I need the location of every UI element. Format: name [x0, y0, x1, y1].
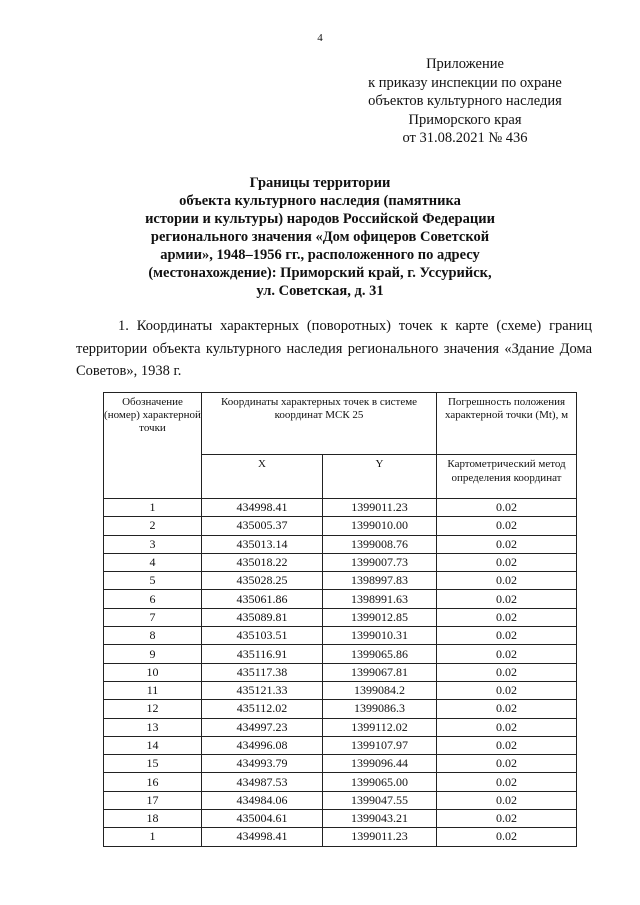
table-row	[104, 645, 577, 663]
cell-point: 15	[104, 755, 202, 773]
cell-y: 1399084.2	[323, 681, 437, 699]
cell-y: 1399065.86	[323, 645, 437, 663]
cell-accuracy: 0.02	[437, 700, 577, 718]
title-line: Границы территории	[249, 175, 391, 191]
table-row	[104, 773, 577, 791]
cell-x: 435116.91	[202, 645, 323, 663]
cell-accuracy: 0.02	[437, 736, 577, 754]
table-row	[104, 535, 577, 553]
cell-x: 435061.86	[202, 590, 323, 608]
table-row	[104, 517, 577, 535]
page-number: 4	[317, 32, 323, 44]
cell-point: 10	[104, 663, 202, 681]
cell-x: 435004.61	[202, 810, 323, 828]
cell-x: 434987.53	[202, 773, 323, 791]
table-row	[104, 681, 577, 699]
approval-line: объектов культурного наследия	[368, 93, 562, 109]
header-accuracy: Погрешность положения характерной точки (Mt), м	[437, 393, 577, 455]
cell-point: 9	[104, 645, 202, 663]
title-line: (местонахождение): Приморский край, г. Уссурийск,	[148, 265, 492, 281]
cell-point: 6	[104, 590, 202, 608]
cell-x: 435103.51	[202, 627, 323, 645]
cell-y: 1399012.85	[323, 608, 437, 626]
cell-point: 8	[104, 627, 202, 645]
cell-y: 1399010.00	[323, 517, 437, 535]
cell-point: 5	[104, 572, 202, 590]
cell-x: 435005.37	[202, 517, 323, 535]
intro-paragraph: 1. Координаты характерных (поворотных) точек к карте (схеме) границ территории объекта культурного наследия регионального значения «Здание Дома Советов», 1938 г.	[76, 318, 592, 379]
header-coords: Координаты характерных точек в системе координат МСК 25	[202, 393, 437, 455]
header-method: Картометрический метод определения координат	[437, 455, 577, 499]
table-row	[104, 553, 577, 571]
cell-y: 1399011.23	[323, 828, 437, 846]
cell-accuracy: 0.02	[437, 572, 577, 590]
cell-x: 435013.14	[202, 535, 323, 553]
cell-point: 11	[104, 681, 202, 699]
table-row	[104, 499, 577, 517]
cell-point: 12	[104, 700, 202, 718]
cell-point: 1	[104, 499, 202, 517]
document-title	[120, 174, 520, 300]
cell-accuracy: 0.02	[437, 718, 577, 736]
cell-x: 435117.38	[202, 663, 323, 681]
cell-x: 435121.33	[202, 681, 323, 699]
cell-y: 1399043.21	[323, 810, 437, 828]
table-row	[104, 755, 577, 773]
header-y: Y	[323, 455, 437, 499]
cell-accuracy: 0.02	[437, 755, 577, 773]
cell-accuracy: 0.02	[437, 553, 577, 571]
approval-line: Приморского края	[408, 111, 522, 128]
cell-accuracy: 0.02	[437, 608, 577, 626]
title-line: армии», 1948–1956 гг., расположенного по адресу	[160, 247, 480, 263]
cell-point: 13	[104, 718, 202, 736]
cell-accuracy: 0.02	[437, 791, 577, 809]
cell-accuracy: 0.02	[437, 810, 577, 828]
table-row	[104, 663, 577, 681]
cell-y: 1399086.3	[323, 700, 437, 718]
cell-point: 14	[104, 736, 202, 754]
cell-accuracy: 0.02	[437, 517, 577, 535]
title-line: истории и культуры) народов Российской Федерации	[145, 211, 495, 227]
cell-accuracy: 0.02	[437, 590, 577, 608]
cell-y: 1398997.83	[323, 572, 437, 590]
cell-accuracy: 0.02	[437, 535, 577, 553]
cell-point: 7	[104, 608, 202, 626]
header-point: Обозначение (номер) характерной точки	[104, 393, 202, 499]
cell-y: 1399112.02	[323, 718, 437, 736]
cell-accuracy: 0.02	[437, 645, 577, 663]
coordinates-table	[103, 392, 577, 847]
cell-y: 1399096.44	[323, 755, 437, 773]
title-line: ул. Советская, д. 31	[256, 283, 384, 299]
cell-y: 1399065.00	[323, 773, 437, 791]
cell-x: 434984.06	[202, 791, 323, 809]
table-row	[104, 590, 577, 608]
title-line: объекта культурного наследия (памятника	[179, 193, 461, 209]
cell-y: 1399007.73	[323, 553, 437, 571]
table-row	[104, 828, 577, 846]
cell-x: 434993.79	[202, 755, 323, 773]
cell-x: 435028.25	[202, 572, 323, 590]
cell-x: 434998.41	[202, 828, 323, 846]
approval-line: к приказу инспекции по охране	[368, 74, 562, 91]
cell-accuracy: 0.02	[437, 773, 577, 791]
table-row	[104, 736, 577, 754]
cell-y: 1399067.81	[323, 663, 437, 681]
table-row	[104, 627, 577, 645]
approval-line: от 31.08.2021 № 436	[402, 130, 528, 146]
cell-y: 1399008.76	[323, 535, 437, 553]
header-x: X	[202, 455, 323, 499]
table-row	[104, 810, 577, 828]
cell-accuracy: 0.02	[437, 681, 577, 699]
table-row	[104, 572, 577, 590]
table-row	[104, 791, 577, 809]
cell-y: 1399047.55	[323, 791, 437, 809]
cell-point: 16	[104, 773, 202, 791]
cell-accuracy: 0.02	[437, 663, 577, 681]
title-line: регионального значения «Дом офицеров Советской	[150, 229, 490, 245]
cell-point: 2	[104, 517, 202, 535]
table-row	[104, 608, 577, 626]
cell-point: 4	[104, 553, 202, 571]
cell-accuracy: 0.02	[437, 828, 577, 846]
cell-accuracy: 0.02	[437, 499, 577, 517]
cell-point: 18	[104, 810, 202, 828]
cell-x: 434996.08	[202, 736, 323, 754]
cell-point: 1	[104, 828, 202, 846]
cell-x: 435018.22	[202, 553, 323, 571]
cell-y: 1399107.97	[323, 736, 437, 754]
cell-point: 17	[104, 791, 202, 809]
table-row	[104, 700, 577, 718]
cell-x: 434997.23	[202, 718, 323, 736]
cell-y: 1399010.31	[323, 627, 437, 645]
table-row	[104, 718, 577, 736]
cell-y: 1398991.63	[323, 590, 437, 608]
cell-point: 3	[104, 535, 202, 553]
cell-x: 434998.41	[202, 499, 323, 517]
cell-y: 1399011.23	[323, 499, 437, 517]
cell-x: 435112.02	[202, 700, 323, 718]
cell-accuracy: 0.02	[437, 627, 577, 645]
approval-block	[330, 55, 600, 148]
approval-line: Приложение	[426, 56, 504, 72]
cell-x: 435089.81	[202, 608, 323, 626]
